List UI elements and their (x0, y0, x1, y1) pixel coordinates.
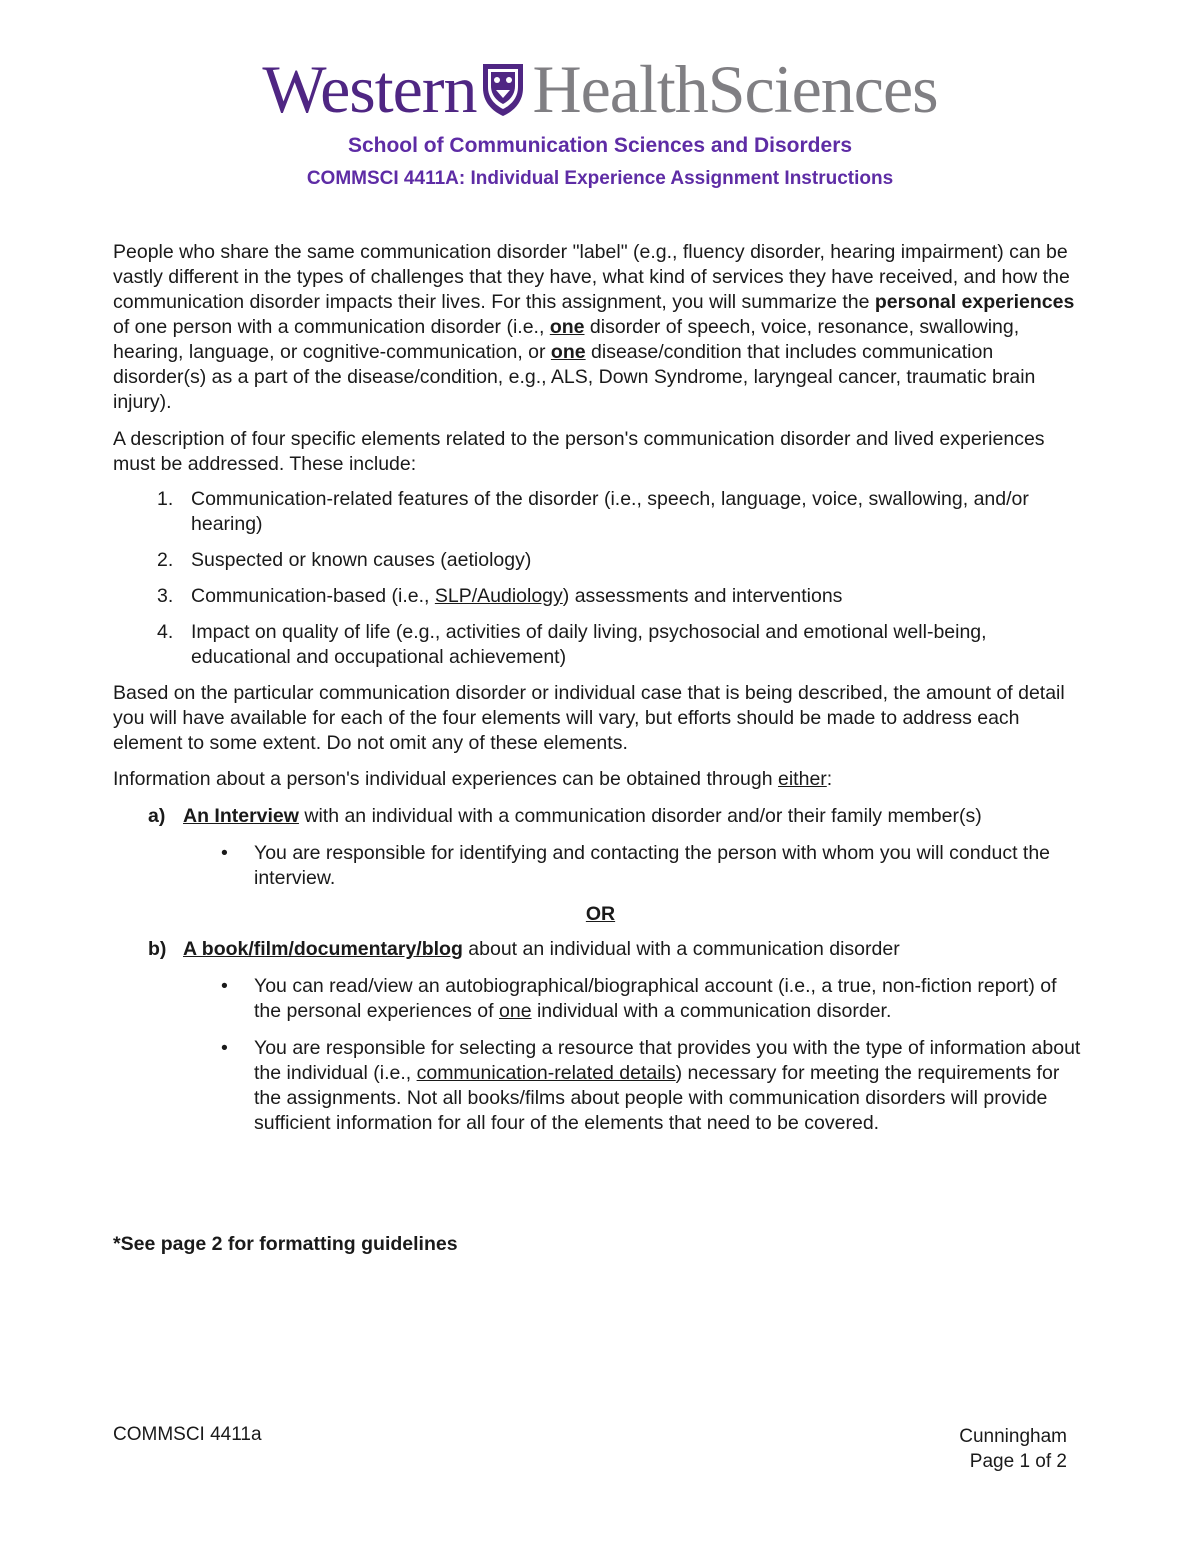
info-text: Information about a person's individual experiences can be obtained through (113, 768, 778, 790)
footer-right (959, 1424, 1067, 1474)
intro-text: disorder of speech, voice, resonance, swallowing, hearing, language, or cognitive-communication, or (113, 316, 1020, 363)
footer-course: COMMSCI 4411a (113, 1424, 262, 1445)
option-title: An Interview (183, 805, 299, 827)
option-label: a) (148, 805, 166, 827)
page-number: Page 1 of 2 (969, 1451, 1067, 1472)
bullet-icon: • (221, 975, 228, 997)
instructions-body (113, 240, 1088, 1136)
intro-paragraph (113, 240, 1088, 415)
formatting-note: *See page 2 for formatting guidelines (113, 1233, 458, 1255)
school-name: School of Communication Sciences and Disorders (347, 134, 853, 157)
bullet-item (113, 974, 1088, 1024)
bullet-text-underlined: communication-related details (416, 1062, 676, 1084)
crest-icon (480, 60, 526, 118)
bullet-text: You are responsible for identifying and contacting the person with whom you will conduct the interview. (254, 842, 1051, 889)
footer-author: Cunningham (959, 1426, 1067, 1447)
list-number: 2. (157, 549, 174, 571)
list-number: 3. (157, 585, 174, 607)
bullet-icon: • (221, 1037, 228, 1059)
bullet-text: You can read/view an autobiographical/biographical account (i.e., a true, non-fiction report) of the personal experiences of (254, 975, 1057, 1022)
list-item (113, 548, 1088, 573)
intro-emphasis: personal experiences (874, 291, 1075, 313)
option-title: A book/film/documentary/blog (183, 938, 463, 960)
bullet-text: ) necessary for meeting the requirements for the assignments. Not all books/films about people with communication disorders will provide sufficient information for all four of the elements that need to be covered. (254, 1062, 1060, 1134)
list-text-underlined: SLP/Audiology (434, 585, 563, 607)
intro-text: of one person with a communication disorder (i.e., (113, 316, 550, 338)
elements-list (113, 487, 1088, 670)
info-text: : (826, 768, 833, 790)
info-underlined: either (778, 768, 827, 790)
bullet-item (113, 841, 1088, 891)
info-paragraph (113, 767, 1088, 792)
option-label: b) (148, 938, 167, 960)
list-text: Impact on quality of life (e.g., activities of daily living, psychosocial and emotional well-being, educational and occupational achievement) (191, 621, 987, 668)
logo-healthsciences-text: HealthSciences (532, 51, 938, 127)
elements-intro: A description of four specific elements related to the person's communication disorder and lived experiences must be addressed. These include: (113, 428, 1045, 475)
option-text: about an individual with a communication disorder (462, 938, 900, 960)
intro-text: disease/condition that includes communication disorder(s) as a part of the disease/condition, e.g., ALS, Down Syndrome, laryngeal cancer, traumatic brain injury). (113, 341, 1036, 413)
bullet-icon: • (221, 842, 228, 864)
logo-western-text: Western (262, 51, 477, 127)
list-text: ) assessments and interventions (562, 585, 843, 607)
list-item (113, 487, 1088, 537)
or-divider: OR (585, 903, 616, 925)
bullet-text: individual with a communication disorder. (531, 1000, 892, 1022)
list-text: Suspected or known causes (aetiology) (191, 549, 532, 571)
list-number: 4. (157, 621, 174, 643)
list-item (113, 584, 1088, 609)
course-title: COMMSCI 4411A: Individual Experience Assignment Instructions (306, 168, 894, 189)
logo (0, 51, 1200, 127)
detail-paragraph: Based on the particular communication disorder or individual case that is being described, the amount of detail you will have available for each of the four elements will vary, but efforts should be made to address each element to some extent. Do not omit any of these elements. (113, 682, 1065, 754)
list-text: Communication-related features of the disorder (i.e., speech, language, voice, swallowing, and/or hearing) (191, 488, 1029, 535)
intro-text: People who share the same communication disorder "label" (e.g., fluency disorder, hearing impairment) can be vastly different in the types of challenges that they have, what kind of services they have received, and how the communication disorder impacts their lives. For this assignment, you will summarize the (113, 241, 1070, 313)
list-text: Communication-based (i.e., (191, 585, 435, 607)
bullet-text-underlined: one (499, 1000, 532, 1022)
list-item (113, 620, 1088, 670)
option-text: with an individual with a communication disorder and/or their family member(s) (298, 805, 982, 827)
list-number: 1. (157, 488, 174, 510)
option-b (113, 937, 1088, 962)
bullet-item (113, 1036, 1088, 1136)
bullet-text: You are responsible for selecting a resource that provides you with the type of information about the individual (i.e., (254, 1037, 1081, 1084)
option-a (113, 804, 1088, 829)
intro-emphasis: one (550, 341, 586, 363)
intro-emphasis: one (549, 316, 585, 338)
